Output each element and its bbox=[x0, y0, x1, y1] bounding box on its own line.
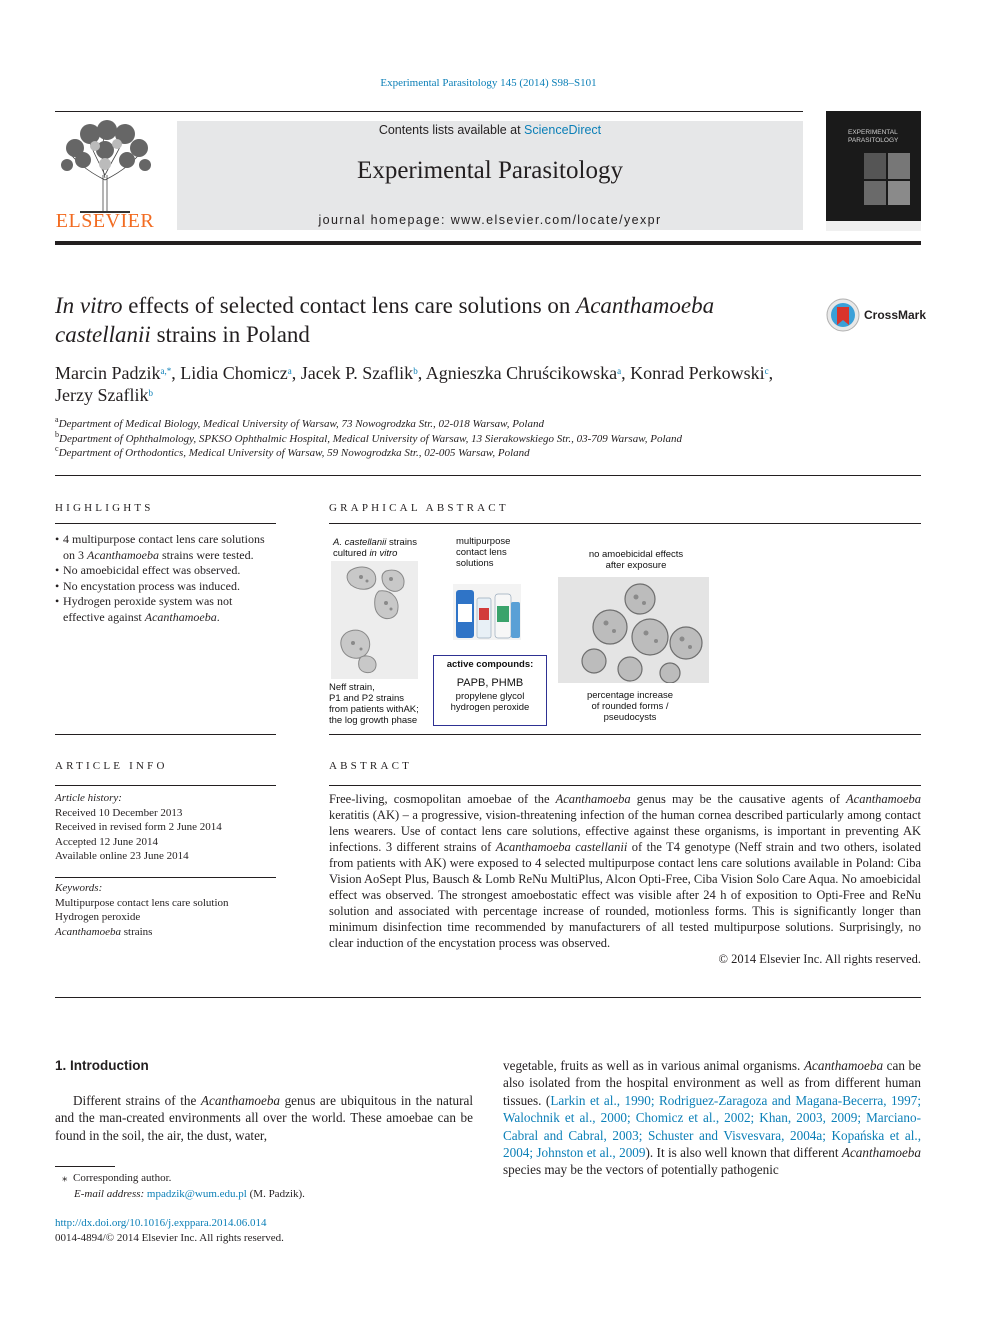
ga-active-compounds-box bbox=[433, 655, 547, 726]
author-name: Agnieszka Chruścikowska bbox=[425, 363, 618, 383]
ga-strains-label: Neff strain, P1 and P2 strains from patients withAK; the log growth phase bbox=[329, 682, 419, 726]
keywords bbox=[55, 881, 276, 939]
title-part-1: effects of selected contact lens care solutions on bbox=[122, 293, 577, 318]
title-italic-species: Acanthamoeba castellanii bbox=[55, 293, 715, 347]
highlight-text-end: strains were tested. bbox=[158, 547, 254, 562]
header-bottom-rule bbox=[55, 241, 921, 245]
abstract-s3: keratitis (AK) – a progressive, vision-threatening infection of the human cornea described particularly among contact lens wearers. Use of contact lens care solutions, effective against these organisms, is important in preventing AK infections. 3 different strains of bbox=[329, 808, 921, 854]
author-separator: , bbox=[171, 363, 181, 383]
highlight-item bbox=[55, 594, 276, 625]
abstract-s1-italic: Acanthamoeba bbox=[555, 792, 631, 806]
author-name: Jerzy Szaflik bbox=[55, 385, 149, 405]
cover-image-3 bbox=[864, 181, 886, 205]
doi-link[interactable]: http://dx.doi.org/10.1016/j.exppara.2014.06.014 bbox=[55, 1217, 267, 1229]
author-name: Jacek P. Szaflik bbox=[300, 363, 414, 383]
ga-pseudocyst-image bbox=[558, 577, 709, 683]
ga-box-line1: PAPB, PHMB bbox=[456, 677, 524, 689]
highlight-item bbox=[55, 579, 276, 595]
graphical-abstract-heading: GRAPHICAL ABSTRACT bbox=[329, 502, 509, 514]
intro-paragraph-1 bbox=[55, 1092, 473, 1144]
affiliation-text: Department of Medical Biology, Medical University of Warsaw, 73 Nowogrodzka Str., 02-018 Warsaw, Poland bbox=[58, 418, 544, 430]
ga-solutions-label: multipurpose contact lens solutions bbox=[456, 536, 511, 569]
article-info-rule bbox=[55, 785, 276, 786]
highlights-bottom-rule bbox=[55, 734, 276, 735]
highlight-text: Hydrogen peroxide system was not effective against bbox=[63, 594, 233, 624]
highlight-italic: Acanthamoeba bbox=[144, 609, 217, 624]
cover-title: EXPERIMENTAL PARASITOLOGY bbox=[848, 129, 899, 144]
cover-image-1 bbox=[864, 153, 886, 179]
intro-p2-a: vegetable, fruits as well as in various animal organisms. bbox=[503, 1058, 804, 1073]
email-label: E-mail address: bbox=[74, 1188, 147, 1200]
ga-box-title: active compounds: bbox=[446, 659, 534, 670]
abstract-rule bbox=[329, 785, 921, 786]
ga-box-line3: hydrogen peroxide bbox=[450, 702, 530, 713]
article-title bbox=[55, 291, 815, 349]
abstract-s2: genus may be the causative agents of bbox=[630, 792, 847, 806]
homepage-url-link[interactable]: www.elsevier.com/locate/yexpr bbox=[450, 213, 662, 227]
cover-image-4 bbox=[888, 181, 910, 205]
affiliation-text: Department of Orthodontics, Medical University of Warsaw, 59 Nowogrodzka Str., 02-005 Warsaw, Poland bbox=[58, 447, 530, 459]
affiliations-rule bbox=[55, 475, 921, 476]
keyword-3-post: strains bbox=[120, 925, 153, 938]
footnote-corresponding: Corresponding author. bbox=[73, 1172, 172, 1184]
highlight-text-end: . bbox=[216, 609, 220, 624]
crossmark-badge[interactable] bbox=[826, 298, 927, 334]
intro-p2-b: can be also isolated from the hospital environment as well as from different human tissues. ( bbox=[503, 1058, 921, 1108]
highlight-text: No encystation process was induced. bbox=[63, 578, 240, 593]
affiliation-mark: b bbox=[55, 429, 59, 439]
ga-culture-cultured: cultured bbox=[333, 548, 370, 559]
author-affiliation-mark[interactable]: b bbox=[148, 388, 153, 398]
affiliation-mark: a bbox=[55, 415, 59, 424]
ga-bottles-image bbox=[453, 584, 521, 640]
intro-p2-italic: Acanthamoeba bbox=[803, 1058, 884, 1073]
elsevier-tree-icon bbox=[55, 120, 155, 215]
article-info-heading: ARTICLE INFO bbox=[55, 760, 168, 772]
affiliation-row bbox=[55, 417, 921, 432]
affiliation-text: Department of Ophthalmology, SPKSO Ophthalmic Hospital, Medical University of Warsaw, 13 Sierakowskiego Str., 03-709 Warsaw, Poland bbox=[59, 432, 682, 445]
abstract-body bbox=[329, 791, 921, 967]
affiliation-mark: c bbox=[55, 444, 59, 453]
abstract-s2-italic: Acanthamoeba bbox=[846, 792, 921, 806]
abstract-s1: Free-living, cosmopolitan amoebae of the bbox=[329, 792, 556, 806]
author-list bbox=[55, 362, 921, 406]
journal-reference-link[interactable]: Experimental Parasitology 145 (2014) S98–S101 bbox=[380, 77, 597, 89]
author-affiliation-mark[interactable]: b bbox=[413, 366, 418, 376]
affiliations bbox=[55, 417, 921, 461]
email-link[interactable]: mpadzik@wum.edu.pl bbox=[146, 1188, 247, 1200]
keywords-label: Keywords: bbox=[55, 882, 103, 894]
footnote-star: ⁎ bbox=[62, 1172, 68, 1184]
journal-reference[interactable] bbox=[0, 77, 977, 89]
author-affiliation-mark[interactable]: a bbox=[287, 366, 292, 376]
intro-p1-italic: Acanthamoeba bbox=[200, 1093, 281, 1108]
issn-line: 0014-4894/© 2014 Elsevier Inc. All rights reserved. bbox=[55, 1232, 284, 1244]
ga-culture-strains: strains bbox=[386, 537, 417, 548]
journal-cover[interactable] bbox=[826, 111, 921, 231]
doi-line bbox=[55, 1216, 475, 1231]
affiliation-row bbox=[55, 429, 921, 447]
email-note bbox=[74, 1187, 494, 1202]
journal-title: Experimental Parasitology bbox=[357, 157, 623, 184]
abstract-s3-italic: Acanthamoeba castellanii bbox=[495, 840, 628, 854]
author-name: Marcin Padzik bbox=[55, 363, 161, 383]
crossmark-icon bbox=[826, 298, 860, 332]
abstract-heading: ABSTRACT bbox=[329, 760, 413, 772]
author-affiliation-mark[interactable]: a,* bbox=[160, 366, 172, 376]
highlights-heading: HIGHLIGHTS bbox=[55, 502, 154, 514]
cover-footer-bar bbox=[826, 221, 921, 231]
ga-pseudocyst-micrograph bbox=[558, 577, 709, 683]
highlight-item bbox=[55, 532, 276, 563]
intro-paragraph-2 bbox=[503, 1057, 921, 1179]
abstract-s4: of the T4 genotype (Neff strain and two others, isolated from patients with AK) were exposed to 4 selected multipurpose contact lens care solutions available in Poland: Ciba Vision AoSept Plus, Bausch & Lomb ReNu MultiPlus, Alcon Opti-Free, Ciba Vision Solo Care Aqua. No amoebicidal effect was observed. The strongest amoebostatic effect was visible after 24 h of exposition to Opti-Free and ReNu solution and associated with percentage increase of rounded, motionless forms. This is significantly longer than minimum disinfection time recommended by manufacturers of all tested multipurpose solutions. Surprisingly, no clear induction of the encystation process was observed. bbox=[329, 840, 921, 950]
keyword-2: Hydrogen peroxide bbox=[55, 911, 141, 923]
sciencedirect-link[interactable]: ScienceDirect bbox=[524, 123, 602, 137]
intro-p1-b: genus are ubiquitous in the natural and the man-created environments all over the world. These amoebae can be found in the soil, the air, the dust, water, bbox=[55, 1093, 473, 1143]
authors-host bbox=[55, 363, 773, 405]
history-revised: Received in revised form 2 June 2014 bbox=[55, 821, 222, 833]
header-top-rule bbox=[55, 111, 803, 112]
ga-solutions-photo bbox=[453, 584, 521, 640]
highlight-item bbox=[55, 563, 276, 579]
author-affiliation-mark[interactable]: a bbox=[617, 366, 622, 376]
elsevier-logo bbox=[55, 120, 155, 235]
author-affiliation-mark[interactable]: c bbox=[764, 366, 769, 376]
author-separator: , bbox=[768, 363, 774, 383]
graphical-abstract-bottom-rule bbox=[329, 734, 921, 735]
title-part-2: strains in Poland bbox=[150, 322, 310, 347]
ga-box-line2: propylene glycol bbox=[455, 691, 525, 702]
highlight-italic: Acanthamoeba bbox=[87, 547, 159, 562]
intro-p2-d: species may be the vectors of potentially pathogenic bbox=[503, 1162, 779, 1178]
article-history bbox=[55, 791, 276, 864]
author-name: Lidia Chomicz bbox=[180, 363, 288, 383]
ga-effects-label: no amoebicidal effects after exposure bbox=[588, 549, 684, 571]
highlights-rule bbox=[55, 523, 276, 524]
highlight-text: 4 multipurpose contact lens care solutions on 3 bbox=[63, 532, 265, 562]
history-rule bbox=[55, 877, 276, 878]
author-name: Konrad Perkowski bbox=[630, 363, 765, 383]
highlights-list bbox=[55, 532, 276, 626]
author-separator: , bbox=[621, 363, 631, 383]
intro-p1-a: Different strains of the bbox=[73, 1093, 201, 1108]
ga-amoeba-micrograph bbox=[331, 561, 418, 679]
abstract-bottom-rule bbox=[55, 997, 921, 998]
keyword-1: Multipurpose contact lens care solution bbox=[55, 896, 229, 909]
email-post: (M. Padzik). bbox=[246, 1188, 305, 1200]
intro-p2-italic-2: Acanthamoeba bbox=[841, 1145, 921, 1161]
elsevier-wordmark: ELSEVIER bbox=[55, 210, 155, 232]
ga-culture-label bbox=[333, 537, 443, 559]
author-separator: , bbox=[291, 363, 301, 383]
crossmark-label: CrossMark bbox=[864, 308, 927, 322]
footnote-rule bbox=[55, 1166, 115, 1167]
affiliation-row bbox=[55, 446, 921, 461]
ga-culture-species: A. castellanii bbox=[333, 537, 387, 548]
contents-prefix: Contents lists available at bbox=[378, 123, 525, 137]
intro-p2-c: ). It is also well known that different bbox=[645, 1145, 842, 1161]
cover-image-2 bbox=[888, 153, 910, 179]
highlight-text: No amoebicidal effect was observed. bbox=[63, 563, 241, 578]
corresponding-author-note bbox=[62, 1171, 482, 1186]
author-separator: , bbox=[417, 363, 426, 383]
homepage-line bbox=[177, 213, 803, 227]
contents-line bbox=[177, 123, 803, 137]
history-label: Article history: bbox=[55, 792, 122, 804]
journal-header-band bbox=[177, 121, 803, 230]
ga-amoeba-image bbox=[331, 561, 418, 679]
homepage-prefix: journal homepage: bbox=[318, 213, 451, 227]
intro-heading: 1. Introduction bbox=[55, 1058, 149, 1073]
ga-culture-invitro: in vitro bbox=[369, 548, 398, 559]
history-received: Received 10 December 2013 bbox=[55, 806, 183, 819]
title-italic-in-vitro: In vitro bbox=[55, 293, 123, 318]
history-online: Available online 23 June 2014 bbox=[55, 850, 189, 862]
intro-references-link[interactable]: Larkin et al., 1990; Rodriguez-Zaragoza and Magana-Becerra, 1997; Walochnik et al., 2000; Chomicz et al., 2002; Khan, 2003, 2009; Marciano-Cabral and Cabral, 2003; Schuster and Visvesvara, 2004a; Kopańska et al., 2004; Johnston et al., 2009 bbox=[503, 1092, 921, 1161]
abstract-copyright: © 2014 Elsevier Inc. All rights reserved. bbox=[718, 952, 921, 966]
history-accepted: Accepted 12 June 2014 bbox=[55, 835, 158, 848]
keyword-3-italic: Acanthamoeba bbox=[55, 925, 121, 938]
ga-increase-label: percentage increase of rounded forms / pseudocysts bbox=[586, 690, 674, 723]
keyword-3 bbox=[55, 925, 276, 940]
graphical-abstract-rule bbox=[329, 523, 921, 524]
